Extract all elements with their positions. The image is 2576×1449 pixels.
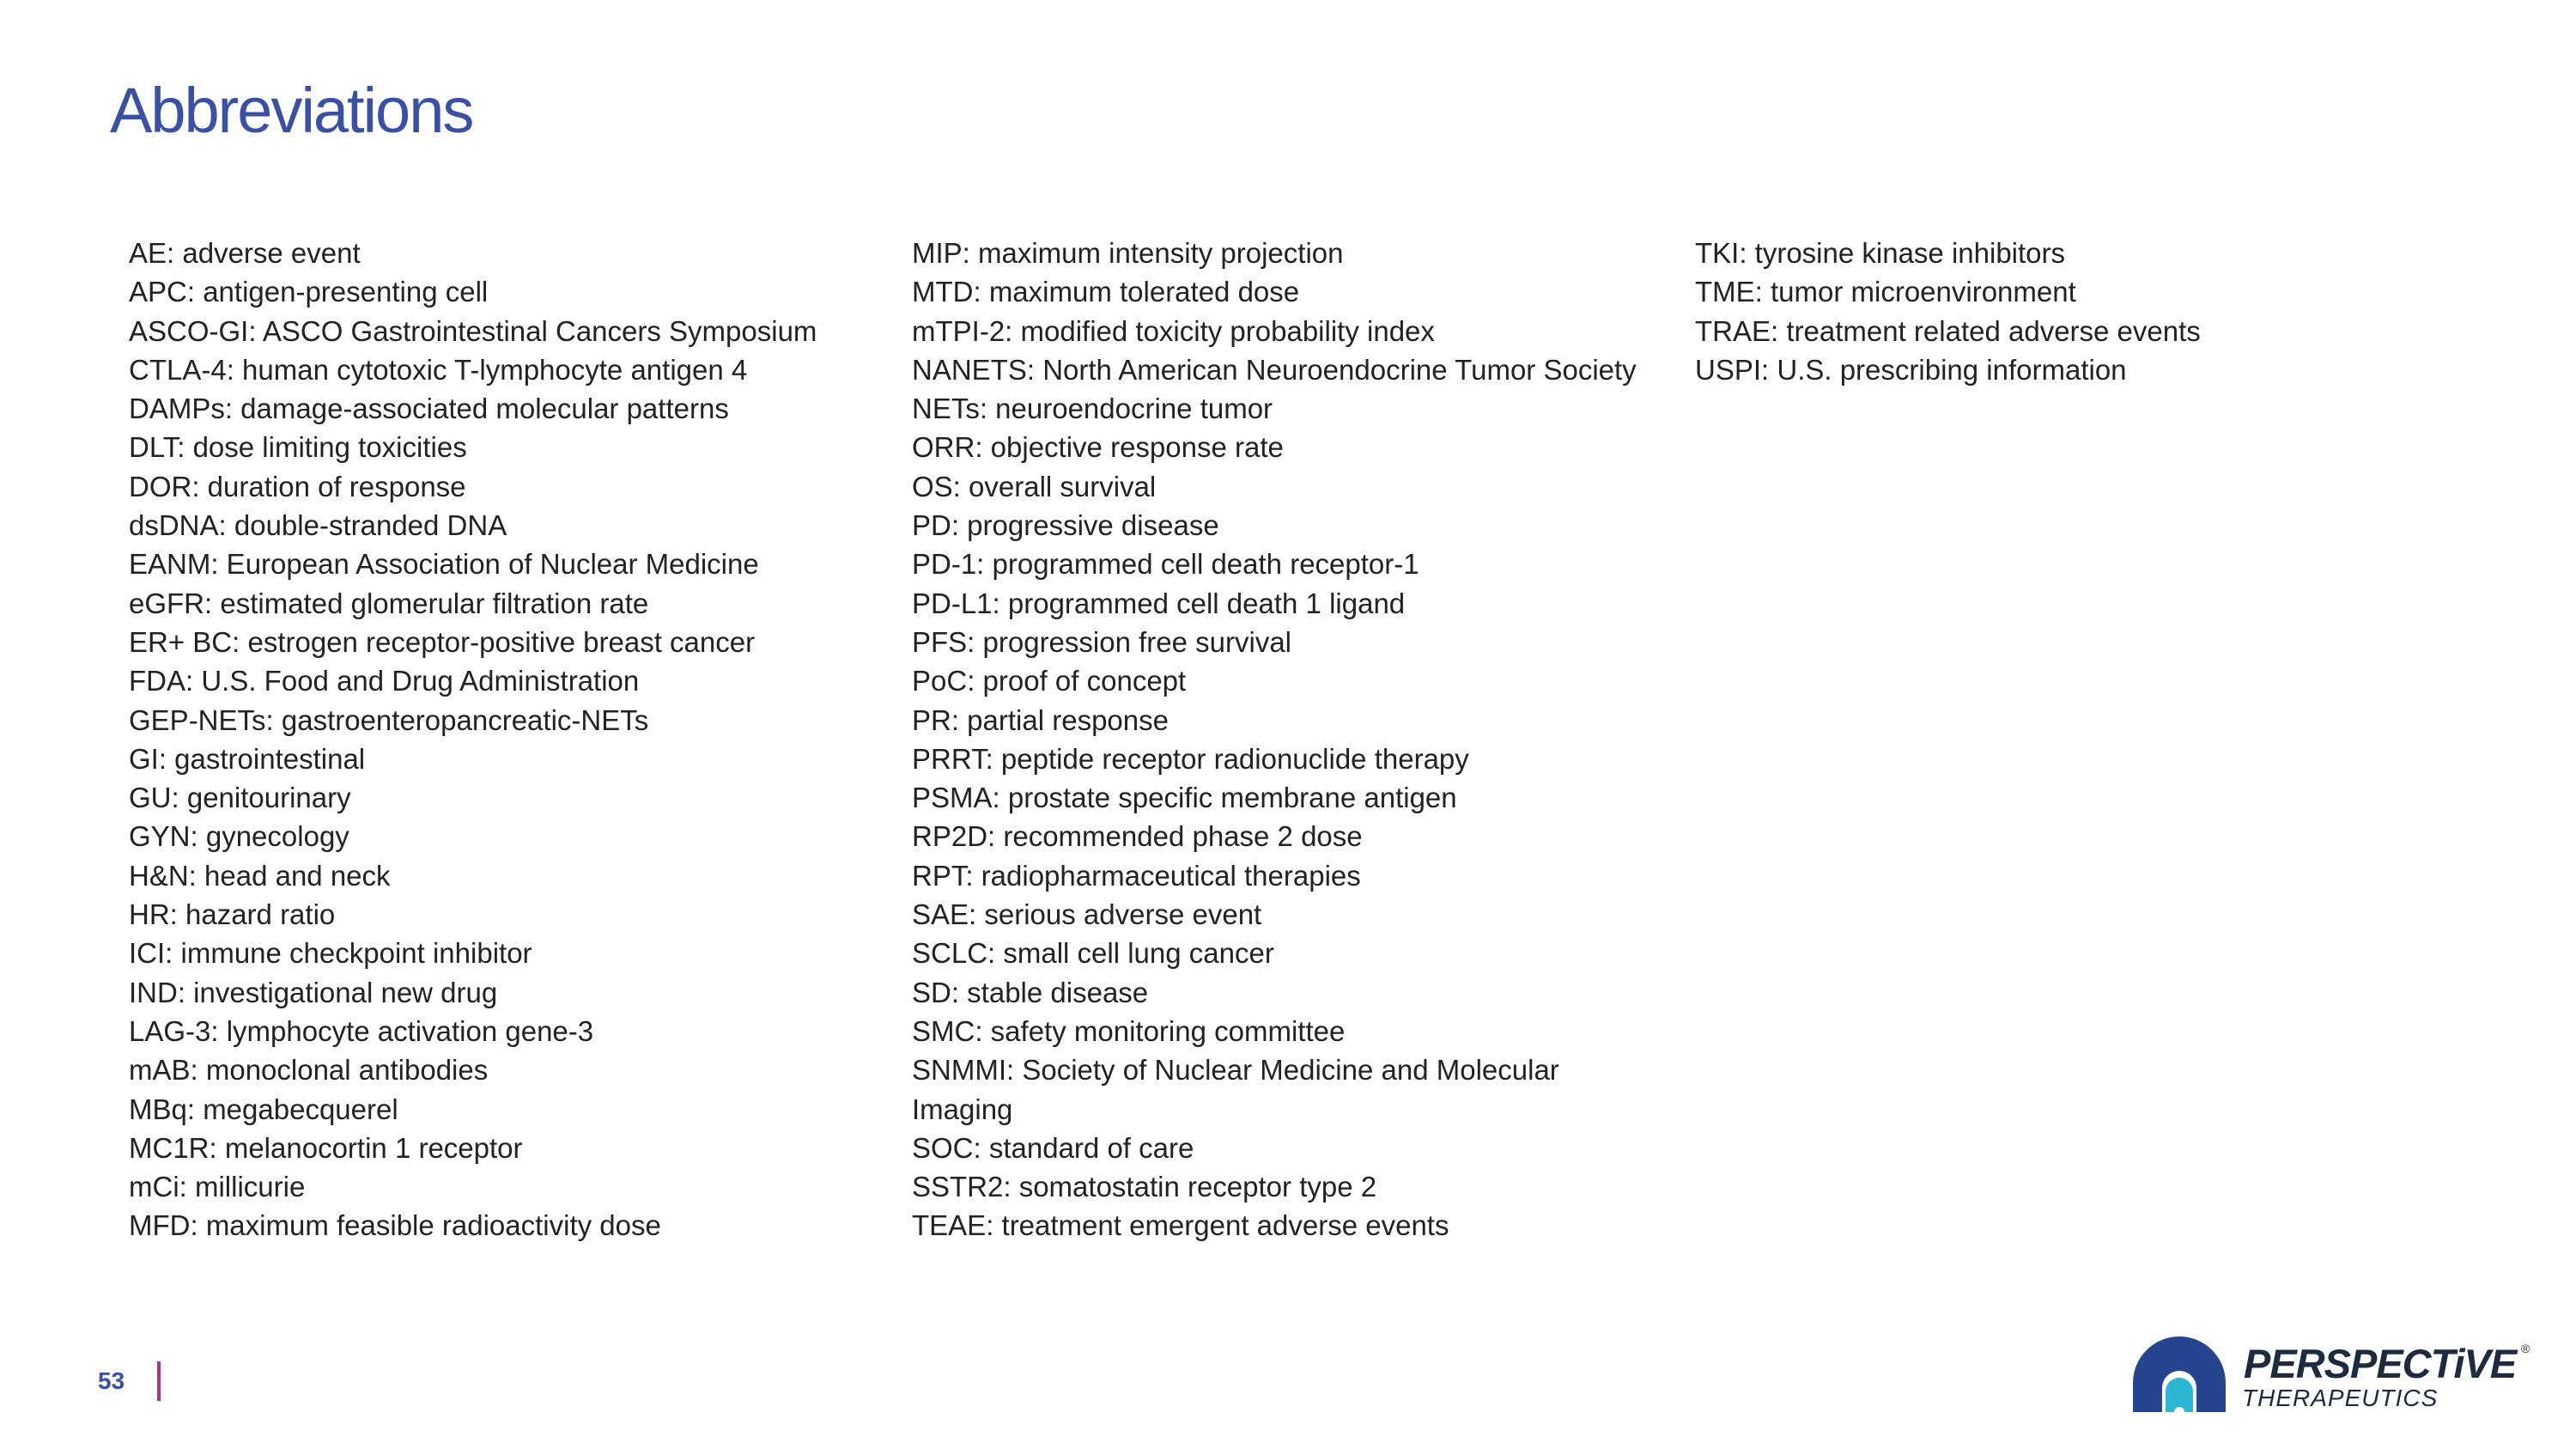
abbreviation-entry: OS: overall survival [912,470,1157,502]
page-number: 53 [98,1367,125,1394]
abbreviation-entry: SMC: safety monitoring committee [912,1014,1346,1047]
abbreviation-entry: CTLA-4: human cytotoxic T-lymphocyte antigen 4 [129,353,748,386]
abbreviation-entry: mCi: millicurie [129,1171,306,1203]
abbreviation-entry: RP2D: recommended phase 2 dose [912,820,1363,853]
abbreviation-entry: MTD: maximum tolerated dose [912,276,1300,308]
abbreviation-entry: GYN: gynecology [129,820,349,853]
abbreviation-entry: ER+ BC: estrogen receptor-positive breast cancer [129,625,756,658]
slide-title: Abbreviations [110,75,473,146]
abbreviation-entry: SNMMI: Society of Nuclear Medicine and Molecular Imaging [912,1054,1559,1125]
perspective-arch-icon [2128,1333,2231,1419]
abbreviation-entry: PoC: proof of concept [912,665,1187,697]
abbreviation-entry: AE: adverse event [129,237,361,269]
abbreviation-entry: SCLC: small cell lung cancer [912,937,1274,970]
abbreviation-entry: USPI: U.S. prescribing information [1695,353,2127,386]
abbreviation-entry: GI: gastrointestinal [129,742,366,775]
abbreviation-entry: DLT: dose limiting toxicities [129,431,467,464]
abbreviation-entry: NETs: neuroendocrine tumor [912,393,1273,425]
abbreviation-entry: HR: hazard ratio [129,898,336,931]
abbreviation-entry: ORR: objective response rate [912,431,1284,464]
abbreviation-entry: TKI: tyrosine kinase inhibitors [1695,237,2066,269]
abbreviation-entry: IND: investigational new drug [129,976,498,1008]
logo-wordmark: PERSPECTiVE [2244,1341,2517,1386]
abbreviation-entry: FDA: U.S. Food and Drug Administration [129,665,640,697]
abbreviation-entry: MBq: megabecquerel [129,1093,398,1125]
abbreviation-entry: EANM: European Association of Nuclear Medicine [129,548,759,581]
abbreviation-entry: PSMA: prostate specific membrane antigen [912,782,1457,814]
company-logo [2128,1333,2531,1419]
abbreviation-entry: TRAE: treatment related adverse events [1695,314,2201,347]
abbreviation-entry: PD-L1: programmed cell death 1 ligand [912,587,1406,619]
abbreviation-entry: mTPI-2: modified toxicity probability index [912,314,1435,347]
abbreviation-entry: MIP: maximum intensity projection [912,237,1344,269]
abbreviation-entry: LAG-3: lymphocyte activation gene-3 [129,1014,594,1047]
abbreviation-entry: mAB: monoclonal antibodies [129,1054,489,1087]
abbreviation-entry: PD-1: programmed cell death receptor-1 [912,548,1419,581]
abbreviation-entry: DAMPs: damage-associated molecular patterns [129,393,729,425]
abbreviation-column-2 [912,234,1637,1245]
abbreviation-entry: SSTR2: somatostatin receptor type 2 [912,1171,1377,1203]
abbreviation-entry: PRRT: peptide receptor radionuclide therapy [912,742,1469,775]
logo-subtitle: THERAPEUTICS [2242,1385,2439,1411]
abbreviation-entry: PD: progressive disease [912,509,1219,542]
abbreviation-entry: TEAE: treatment emergent adverse events [912,1209,1449,1242]
abbreviation-entry: NANETS: North American Neuroendocrine Tumor Society [912,353,1637,386]
abbreviation-entry: TME: tumor microenvironment [1695,276,2076,308]
page-number-divider [157,1361,161,1401]
abbreviation-entry: MC1R: melanocortin 1 receptor [129,1131,523,1164]
abbreviation-column-3 [1695,234,2201,389]
abbreviation-entry: MFD: maximum feasible radioactivity dose [129,1209,661,1242]
abbreviation-entry: DOR: duration of response [129,470,466,502]
abbreviation-entry: APC: antigen-presenting cell [129,276,489,308]
abbreviation-entry: SAE: serious adverse event [912,898,1262,931]
abbreviation-entry: SOC: standard of care [912,1131,1194,1164]
abbreviation-entry: ASCO-GI: ASCO Gastrointestinal Cancers Symposium [129,314,817,347]
abbreviation-entry: RPT: radiopharmaceutical therapies [912,859,1361,892]
abbreviation-entry: SD: stable disease [912,976,1149,1008]
abbreviation-entry: eGFR: estimated glomerular filtration rate [129,587,649,619]
abbreviation-entry: GU: genitourinary [129,782,351,814]
abbreviation-column-1 [129,234,817,1245]
abbreviation-entry: GEP-NETs: gastroenteropancreatic-NETs [129,703,649,736]
abbreviation-entry: H&N: head and neck [129,859,391,892]
abbreviation-entry: PR: partial response [912,703,1169,736]
logo-registered-mark: ® [2521,1342,2530,1355]
abbreviation-entry: ICI: immune checkpoint inhibitor [129,937,532,970]
abbreviation-entry: PFS: progression free survival [912,625,1292,658]
abbreviation-entry: dsDNA: double-stranded DNA [129,509,507,542]
